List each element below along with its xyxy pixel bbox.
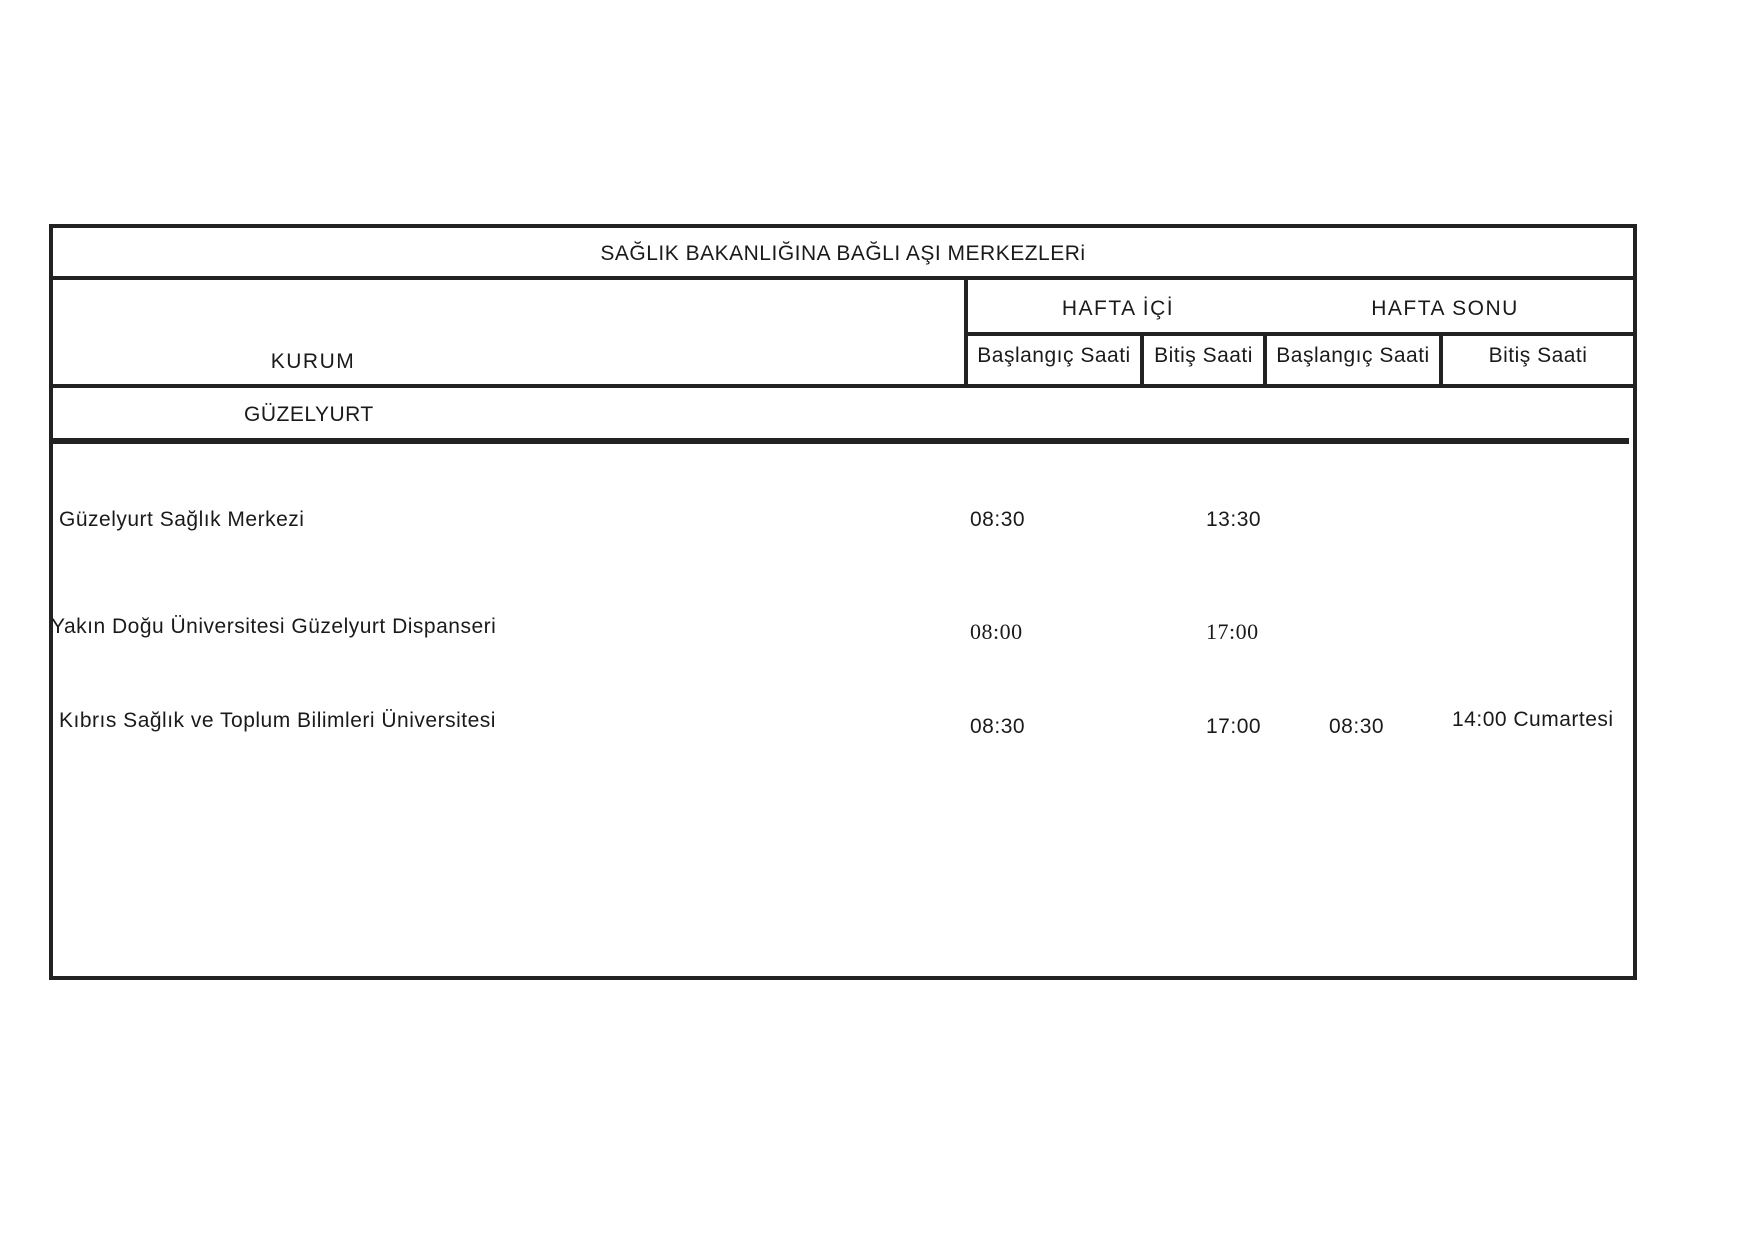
row-3-weekend-end: 14:00 Cumartesi <box>1452 708 1614 731</box>
row-1-weekday-end: 13:30 <box>1206 508 1262 531</box>
header-divider <box>49 384 1637 388</box>
weekend-end-header: Bitiş Saati <box>1488 344 1588 367</box>
region-label: GÜZELYURT <box>244 403 374 426</box>
row-3-weekend-start: 08:30 <box>1329 715 1385 738</box>
weekday-end-header: Bitiş Saati <box>1154 344 1253 367</box>
row-2-kurum: Yakın Doğu Üniversitesi Güzelyurt Dispanseri <box>51 615 497 638</box>
region-divider <box>53 438 1629 444</box>
page-title: SAĞLIK BAKANLIĞINA BAĞLI AŞI MERKEZLERi <box>600 242 1086 265</box>
row-1-kurum: Güzelyurt Sağlık Merkezi <box>59 508 305 531</box>
row-1-weekday-start: 08:30 <box>970 508 1026 531</box>
row-3-kurum: Kıbrıs Sağlık ve Toplum Bilimleri Üniversitesi <box>59 709 496 732</box>
kurum-column-divider <box>964 276 968 388</box>
row-3-weekday-start: 08:30 <box>970 715 1026 738</box>
weekday-header: HAFTA İÇİ <box>1061 297 1175 320</box>
schedule-table <box>49 224 1637 980</box>
row-2-weekday-start: 08:00 <box>970 619 1023 644</box>
weekend-start-header: Başlangıç Saati <box>1276 344 1430 367</box>
title-divider <box>49 276 1637 280</box>
row-2-weekday-end: 17:00 <box>1206 619 1259 644</box>
row-3-weekday-end: 17:00 <box>1206 715 1262 738</box>
subheader-divider <box>967 332 1637 336</box>
weekend-header: HAFTA SONU <box>1371 297 1519 320</box>
weekday-start-header: Başlangıç Saati <box>977 344 1131 367</box>
kurum-header: KURUM <box>270 350 356 373</box>
